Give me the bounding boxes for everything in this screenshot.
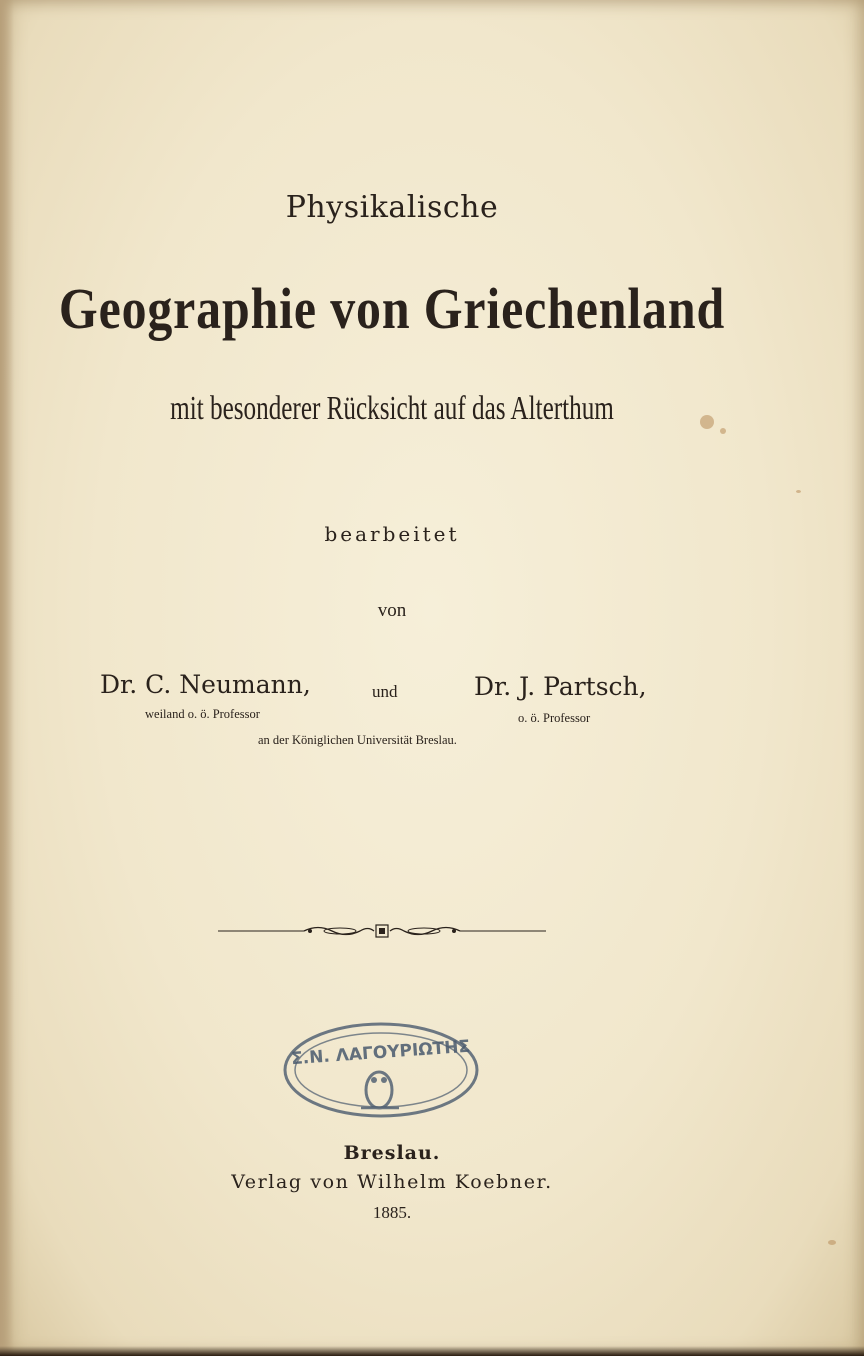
publication-year: 1885.	[372, 1203, 412, 1222]
owl-icon	[361, 1072, 399, 1108]
stamp-text: Σ.Ν. ΛΑΓΟΥΡΙΩΤΗΣ	[290, 1036, 471, 1070]
main-title: Geographie von Griechenland	[58, 276, 726, 341]
edited-by-label: bearbeitet	[324, 522, 460, 546]
publisher: Verlag von Wilhelm Koebner.	[231, 1171, 553, 1193]
publication-place: Breslau.	[343, 1142, 441, 1164]
institution: an der Königlichen Universität Breslau.	[258, 733, 457, 747]
author-1-name: Dr. C. Neumann,	[100, 670, 311, 699]
library-stamp	[281, 1020, 481, 1120]
and-label: und	[372, 682, 398, 701]
page-bottom-edge	[0, 1346, 864, 1356]
author-2-name: Dr. J. Partsch,	[474, 672, 647, 701]
by-label: von	[377, 600, 407, 621]
subtitle: mit besonderer Rücksicht auf das Alterthum	[170, 390, 614, 427]
author-2-position: o. ö. Professor	[518, 711, 591, 725]
ornamental-rule	[218, 920, 546, 942]
author-1-position: weiland o. ö. Professor	[145, 707, 260, 721]
title-line-1: Physikalische	[285, 190, 499, 225]
